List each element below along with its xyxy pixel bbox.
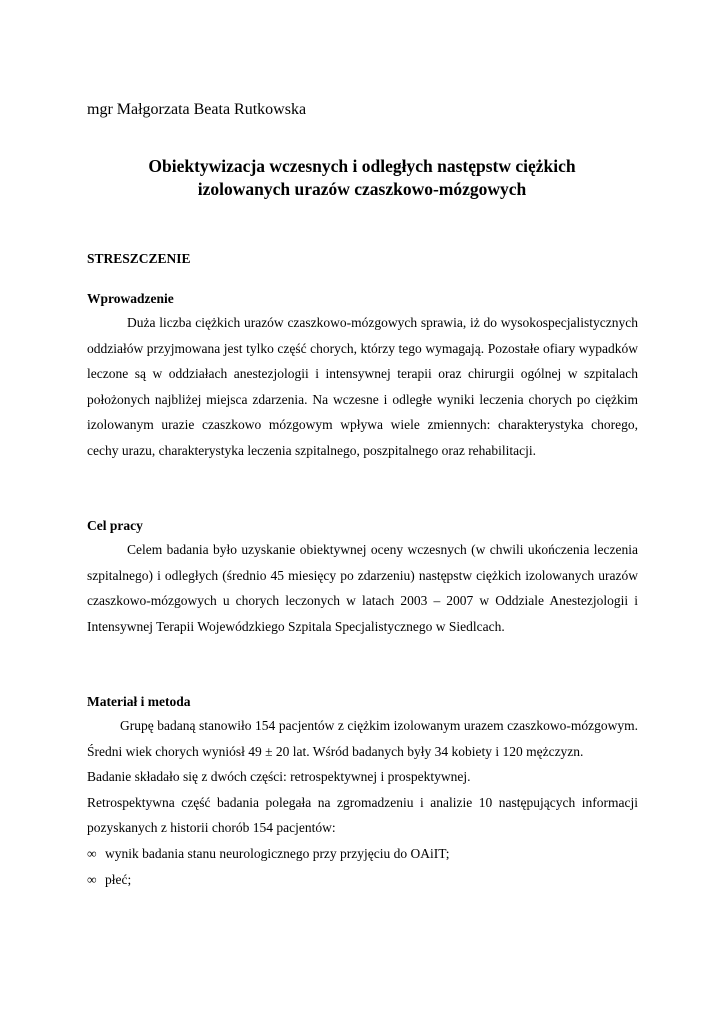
section-paragraph: Badanie składało się z dwóch części: retrospektywnej i prospektywnej. [87, 769, 471, 785]
section-introduction [87, 290, 638, 464]
section-heading: Wprowadzenie [87, 291, 174, 306]
infinity-bullet-icon: ∞ [87, 845, 97, 861]
document-title [80, 155, 644, 201]
section-material-method [87, 693, 638, 892]
section-paragraph: Retrospektywna część badania polegała na zgromadzeniu i analizie 10 następujących informacji pozyskanych z historii chorób 154 pacjentów: [87, 794, 638, 836]
list-item-text: wynik badania stanu neurologicznego przy przyjęciu do OAiIT; [105, 845, 450, 861]
author-name: mgr Małgorzata Beata Rutkowska [87, 101, 307, 118]
section-heading: Materiał i metoda [87, 694, 191, 709]
title-line-1: Obiektywizacja wczesnych i odległych następstw ciężkich [148, 156, 576, 176]
abstract-heading: STRESZCZENIE [87, 251, 191, 266]
section-aim [87, 517, 638, 639]
section-heading: Cel pracy [87, 518, 143, 533]
title-line-2: izolowanych urazów czaszkowo-mózgowych [197, 179, 527, 199]
section-paragraph: Celem badania było uzyskanie obiektywnej oceny wczesnych (w chwili ukończenia leczenia szpitalnego) i odległych (średnio 45 miesięcy po zdarzeniu) następstw ciężkich izolowanych urazów czaszkowo-mózgowych u chorych leczonych w latach 2003 – 2007 w Oddziale Anestezjologii i Intensywnej Terapii Wojewódzkiego Szpitala Specjalistycznego w Siedlcach. [87, 542, 638, 634]
section-paragraph: Grupę badaną stanowiło 154 pacjentów z ciężkim izolowanym urazem czaszkowo-mózgowym. Średni wiek chorych wyniósł 49 ± 20 lat. Wśród badanych były 34 kobiety i 120 mężczyzn. [87, 718, 638, 759]
infinity-bullet-icon: ∞ [87, 871, 97, 887]
list-item-text: płeć; [105, 871, 132, 887]
list-item [87, 841, 638, 867]
section-paragraph: Duża liczba ciężkich urazów czaszkowo-mózgowych sprawia, iż do wysokospecjalistycznych oddziałów przyjmowana jest tylko część chorych, którzy tego wymagają. Pozostałe ofiary wypadków leczone są w oddziałach anestezjologii i intensywnej terapii oraz chirurgii ogólnej w szpitalach położonych najbliżej miejsca zdarzenia. Na wczesne i odległe wyniki leczenia chorych po ciężkim izolowanym urazie czaszkowo mózgowym wpływa wiele zmiennych: charakterystyka chorego, cechy urazu, charakterystyka leczenia szpitalnego, poszpitalnego oraz rehabilitacji. [87, 315, 638, 458]
list-item [87, 867, 638, 893]
